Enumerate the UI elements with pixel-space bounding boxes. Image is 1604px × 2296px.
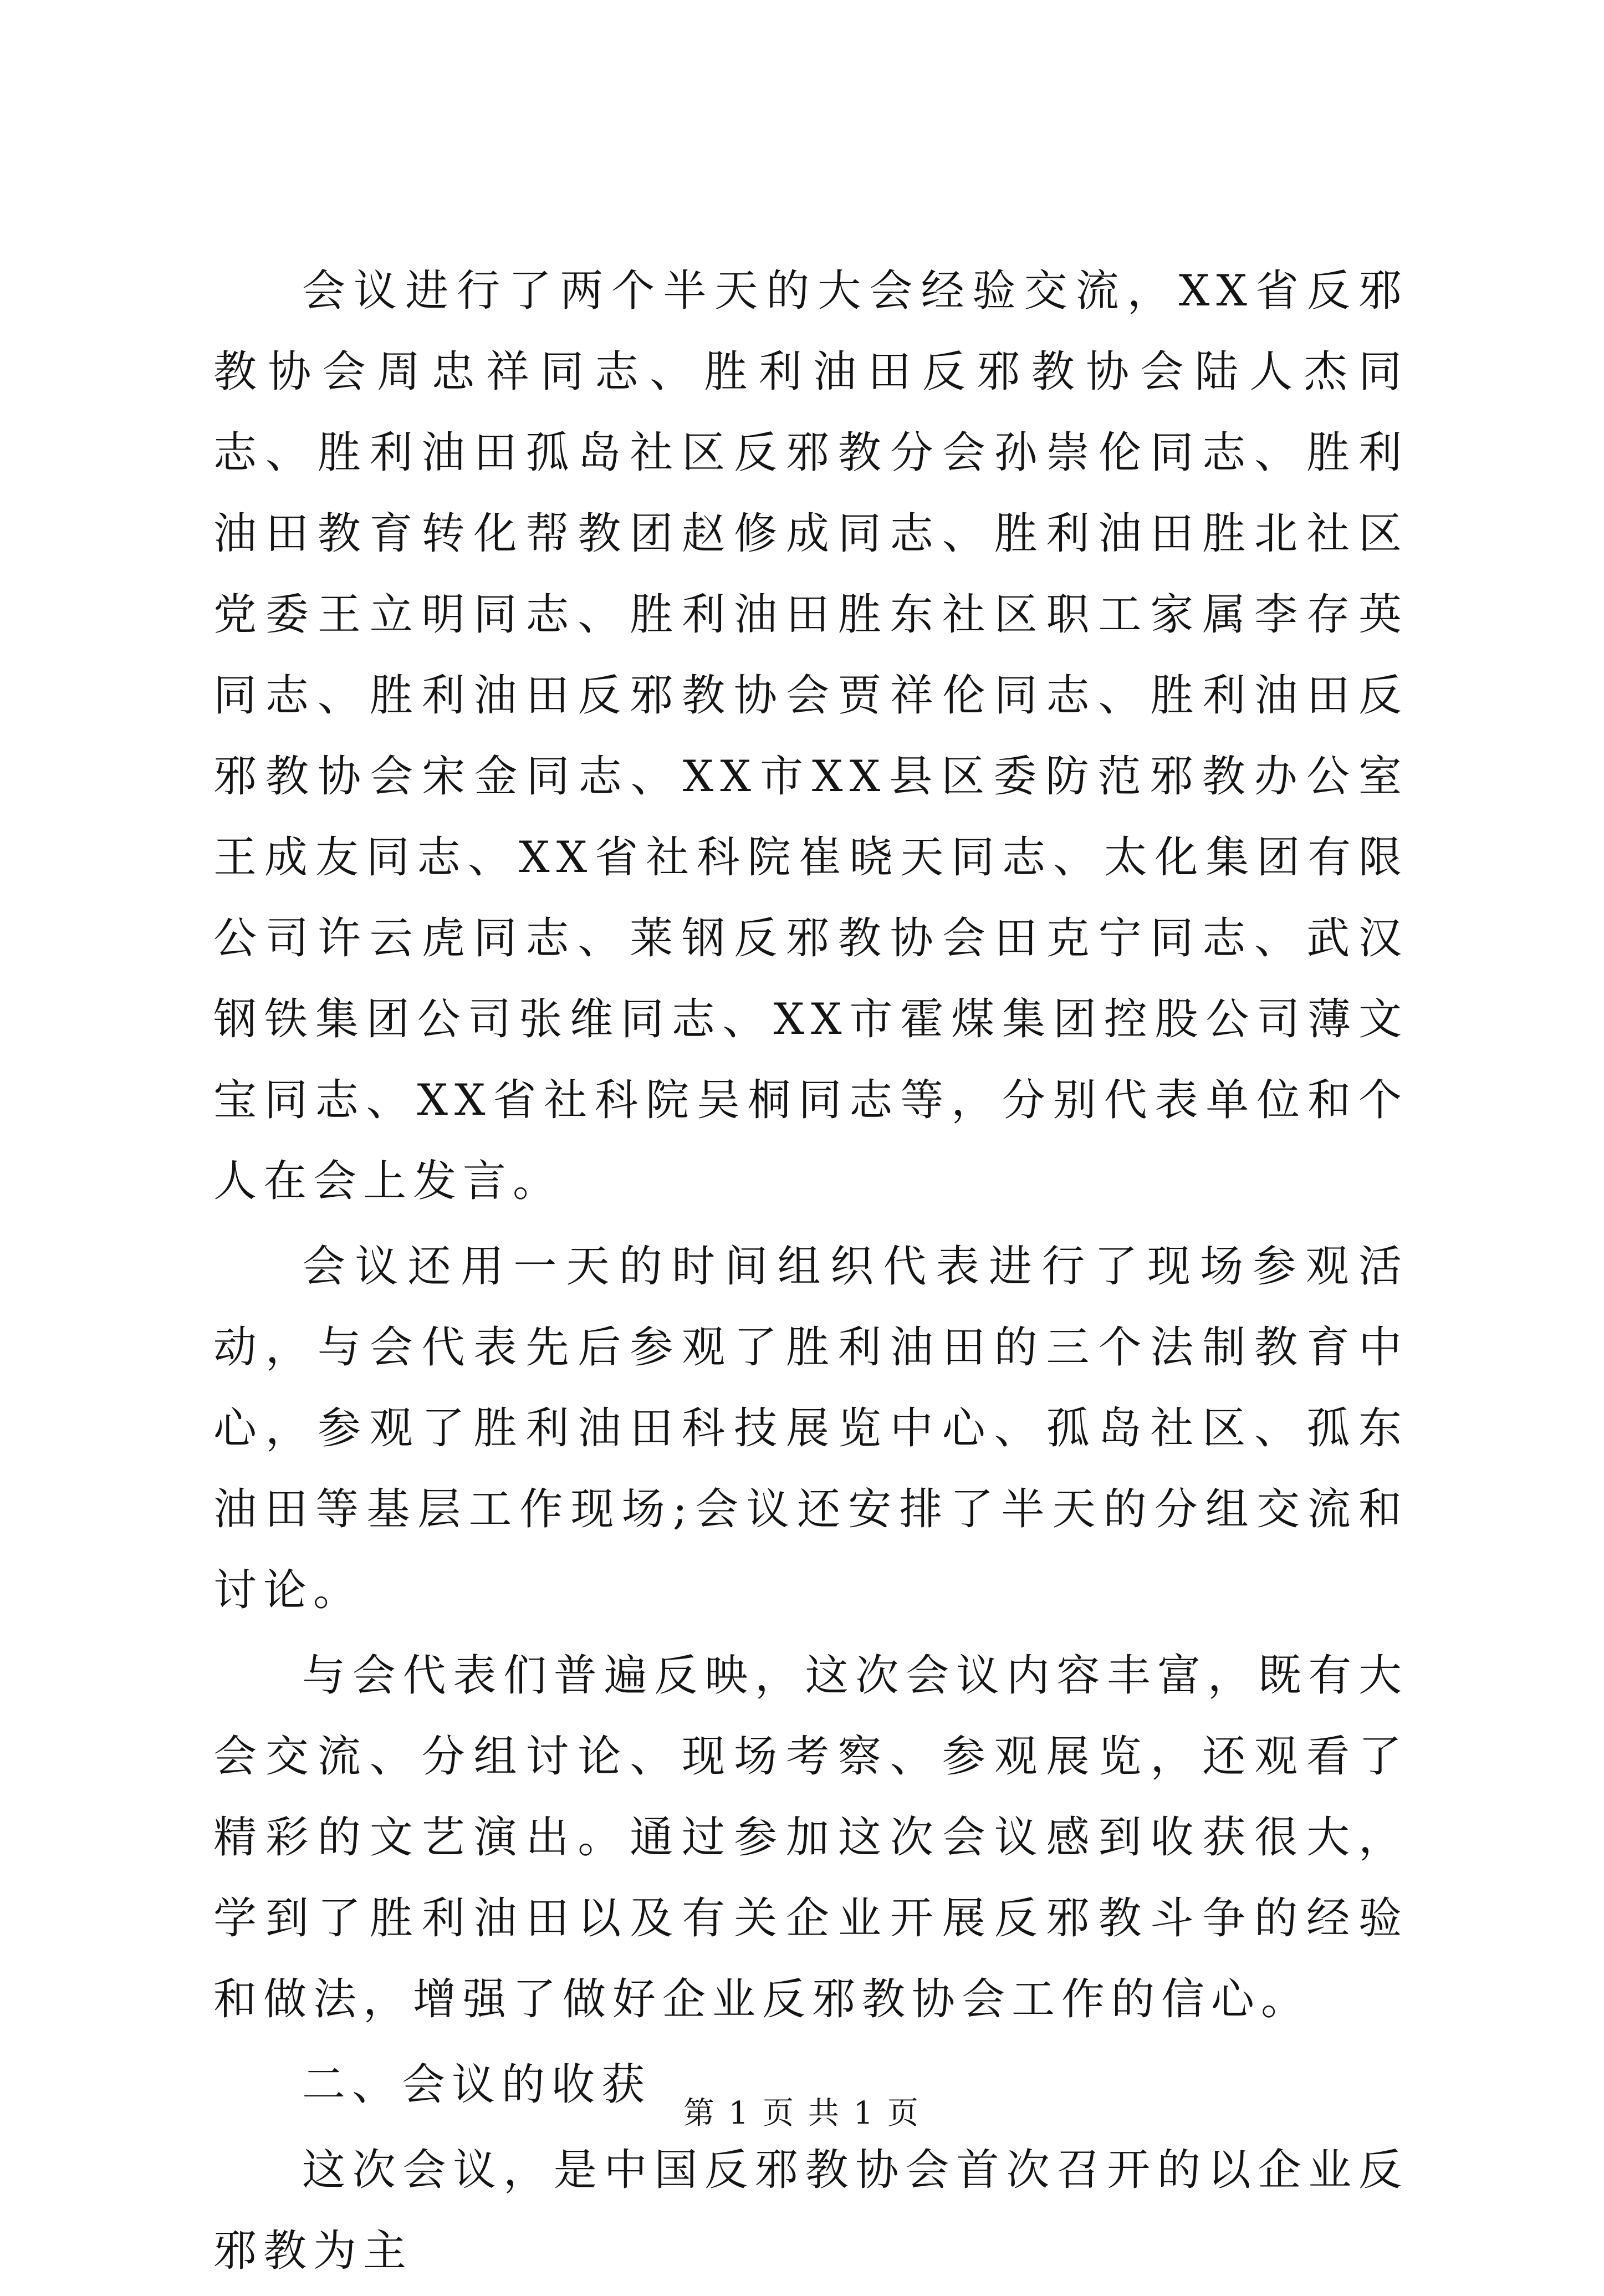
page-footer: 第 1 页 共 1 页 bbox=[683, 2095, 921, 2131]
section-heading: 二、会议的收获 bbox=[302, 2060, 652, 2110]
paragraph-site-visit: 会议还用一天的时间组织代表进行了现场参观活动，与会代表先后参观了胜利油田的三个法制教育中心，参观了胜利油田科技展览中心、孤岛社区、孤东油田等基层工作现场;会议还安排了半天的分组交流和讨论。 bbox=[213, 1242, 1408, 1615]
paragraph-speakers: 会议进行了两个半天的大会经验交流，XX省反邪教协会周忠祥同志、胜利油田反邪教协会陆人杰同志、胜利油田孤岛社区反邪教分会孙崇伦同志、胜利油田教育转化帮教团赵修成同志、胜利油田胜北社区党委王立明同志、胜利油田胜东社区职工家属李存英同志、胜利油田反邪教协会贾祥伦同志、胜利油田反邪教协会宋金同志、XX市XX县区委防范邪教办公室王成友同志、XX省社科院崔晓天同志、太化集团有限公司许云虎同志、莱钢反邪教协会田克宁同志、武汉钢铁集团公司张维同志、XX市霍煤集团控股公司薄文宝同志、XX省社科院吴桐同志等，分别代表单位和个人在会上发言。 bbox=[213, 266, 1408, 1206]
paragraph-feedback: 与会代表们普遍反映，这次会议内容丰富，既有大会交流、分组讨论、现场考察、参观展览，还观看了精彩的文艺演出。通过参加这次会议感到收获很大，学到了胜利油田以及有关企业开展反邪教斗争的经验和做法，增强了做好企业反邪教协会工作的信心。 bbox=[213, 1651, 1408, 2024]
paragraph-conclusion: 这次会议，是中国反邪教协会首次召开的以企业反邪教为主 bbox=[213, 2145, 1408, 2276]
document-body bbox=[213, 251, 1408, 2296]
